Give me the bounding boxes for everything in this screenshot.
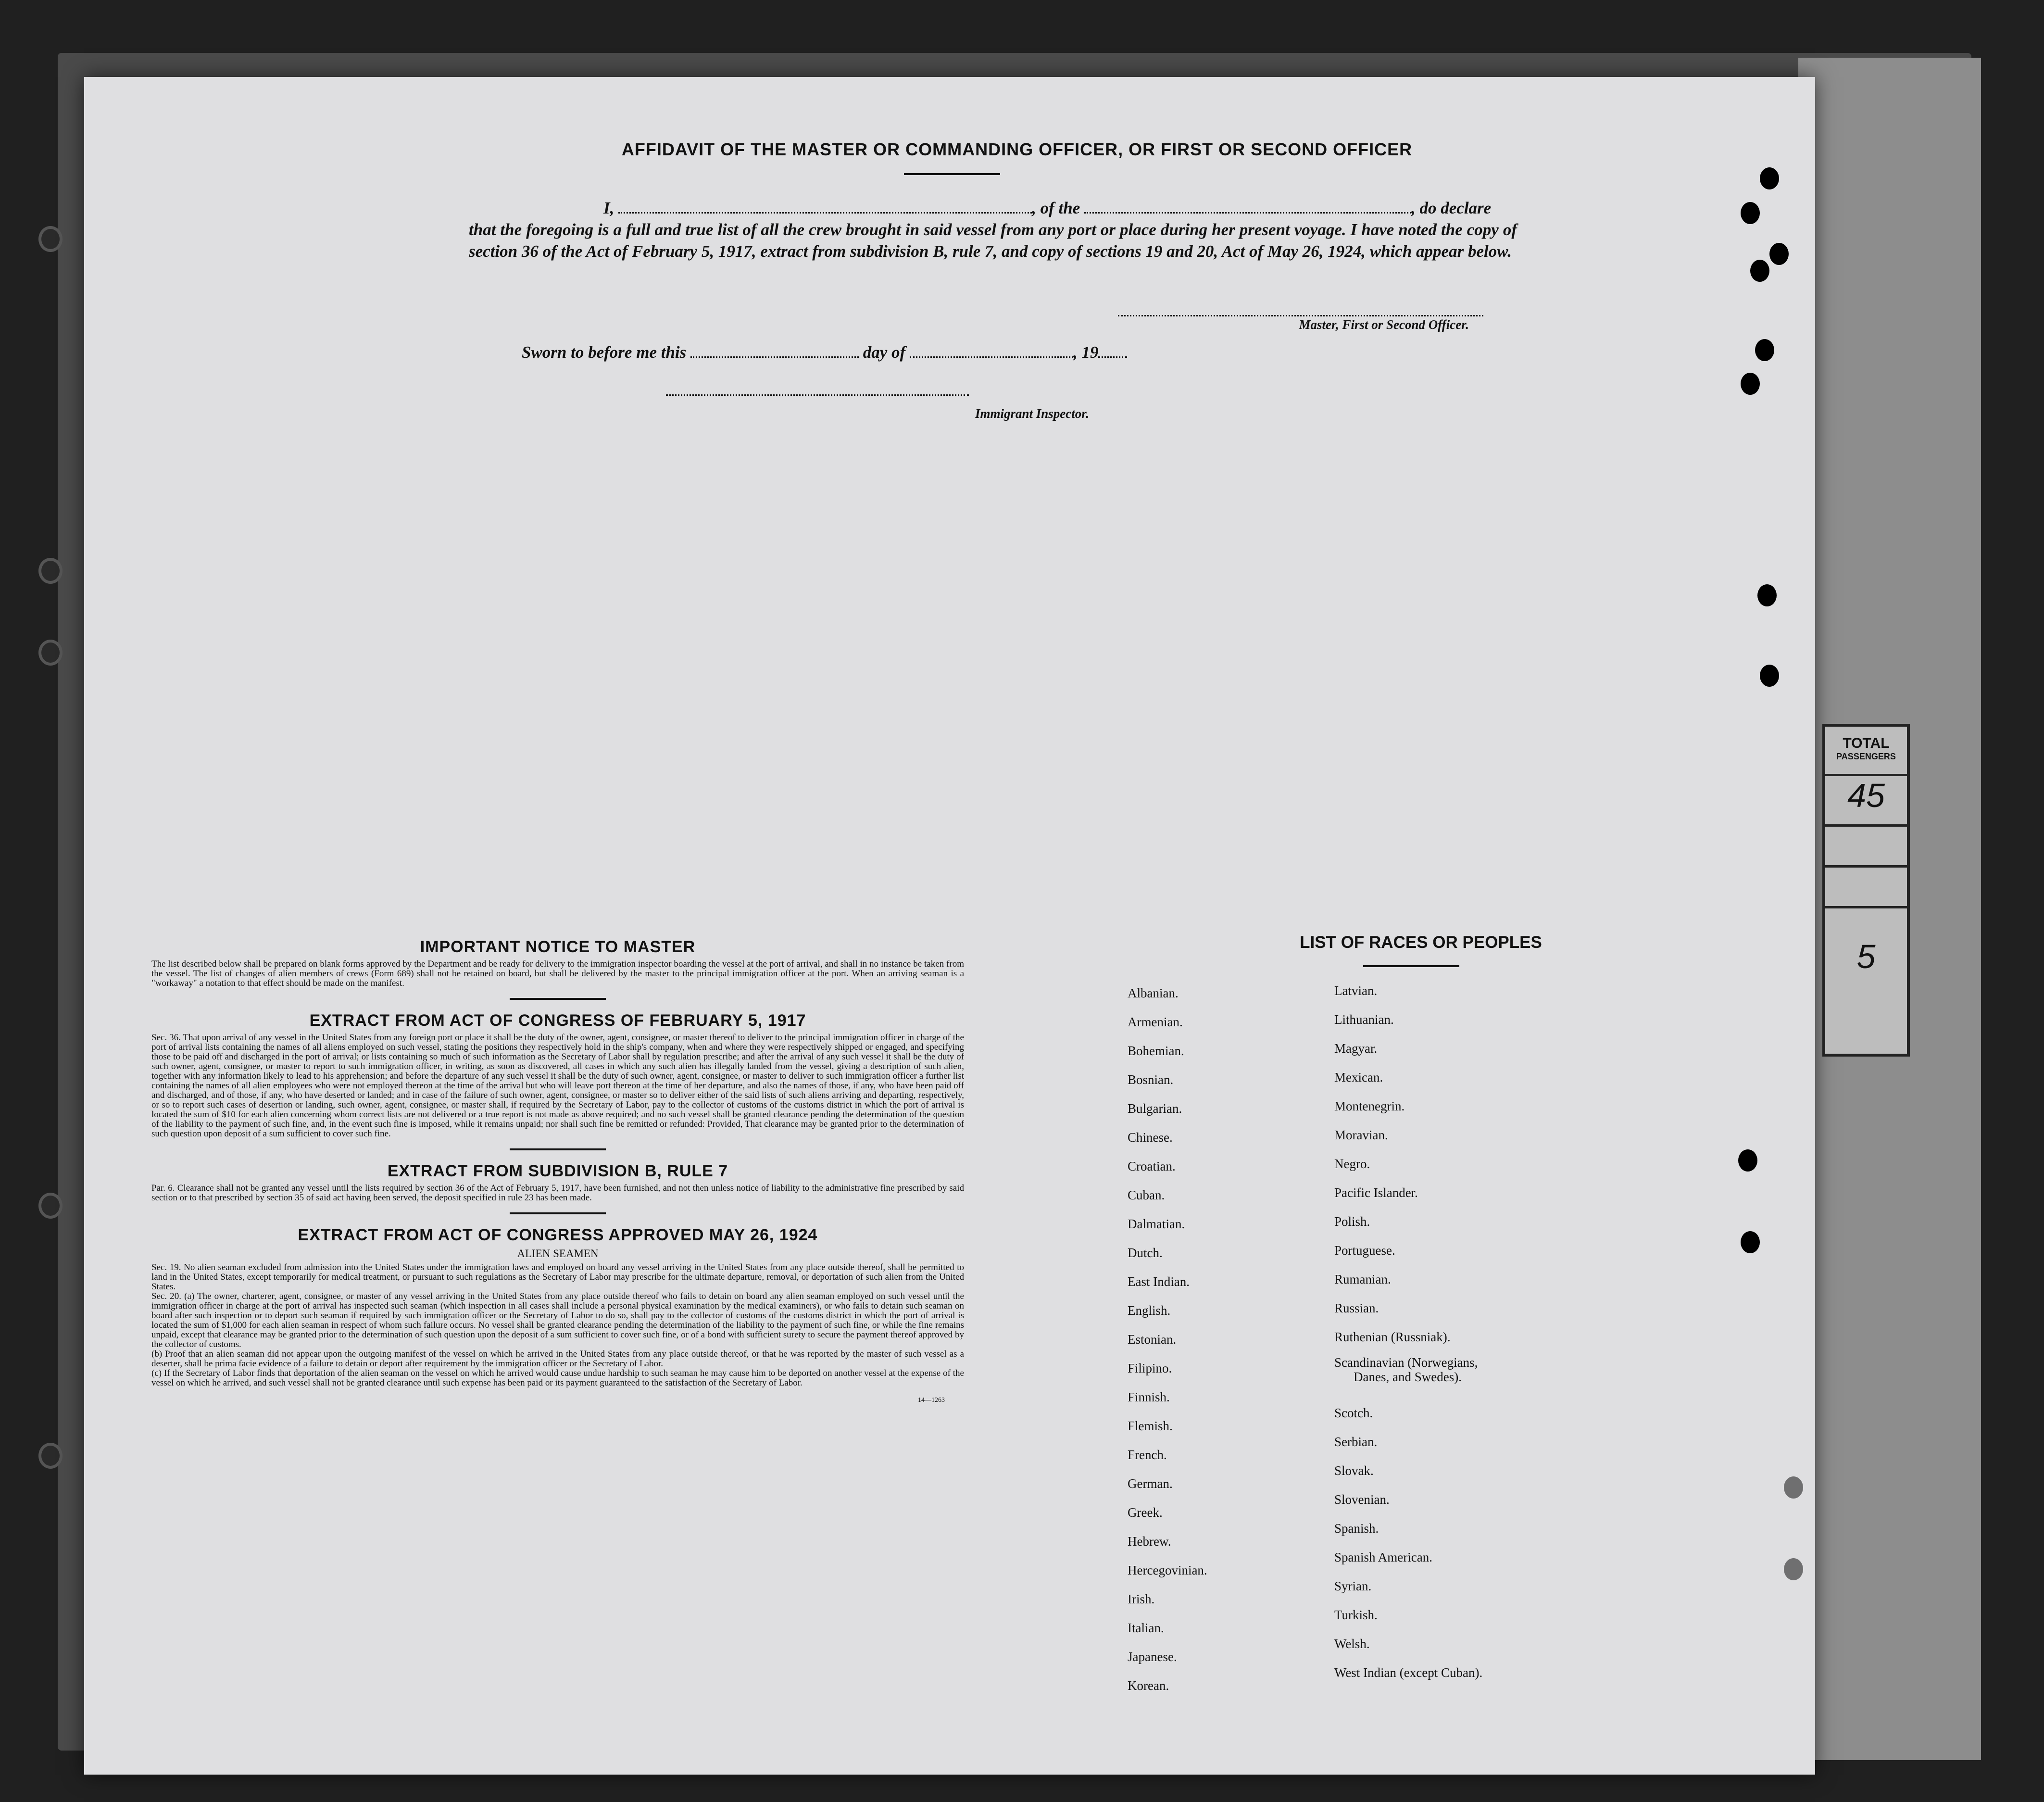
sworn-line — [522, 343, 1339, 362]
stamp-total-label: TOTAL — [1843, 735, 1890, 751]
binder-hole — [38, 640, 63, 666]
year-label: , 19 — [1073, 343, 1099, 362]
sworn-label: Sworn to before me this — [522, 343, 687, 362]
sec20b-text: (b) Proof that an alien seaman did not appear upon the outgoing manifest of the vessel on which he arrived in the United States from any place outside thereof, or that he was reported by the master of such vessel as a deserter, shall be prima facie evidence of a failure to detain or deport after requirement by the immigration officer or the Secretary of Labor. — [151, 1349, 964, 1369]
race-item: Flemish. — [1128, 1419, 1173, 1433]
race-item: Pacific Islander. — [1334, 1185, 1418, 1200]
race-item: Bohemian. — [1128, 1044, 1184, 1058]
affidavit-i: I, — [603, 199, 614, 217]
race-item: Spanish. — [1334, 1521, 1379, 1536]
punch-hole — [1757, 584, 1777, 606]
punch-hole — [1760, 665, 1779, 687]
race-item: Latvian. — [1334, 983, 1378, 998]
stamp-label — [1825, 727, 1907, 776]
notice-heading: IMPORTANT NOTICE TO MASTER — [420, 938, 696, 956]
race-item: Polish. — [1334, 1214, 1370, 1229]
race-item: Croatian. — [1128, 1159, 1176, 1173]
total-stamp — [1822, 724, 1910, 1057]
race-item: Chinese. — [1128, 1130, 1173, 1145]
extract-1917-heading: EXTRACT FROM ACT OF CONGRESS OF FEBRUARY 5, 1917 — [309, 1011, 806, 1030]
race-item: Italian. — [1128, 1621, 1164, 1635]
race-item: Scandinavian (Norwegians, — [1334, 1355, 1478, 1370]
races-left-column — [1128, 979, 1207, 1700]
race-item-scandinavian — [1334, 1351, 1482, 1399]
race-item: Serbian. — [1334, 1435, 1378, 1449]
rule7-heading: EXTRACT FROM SUBDIVISION B, RULE 7 — [387, 1162, 728, 1180]
binder-hole — [38, 1193, 63, 1219]
race-item: Hercegovinian. — [1128, 1563, 1207, 1577]
race-item: Negro. — [1334, 1157, 1370, 1171]
race-item: Turkish. — [1334, 1608, 1378, 1622]
race-item: Syrian. — [1334, 1579, 1372, 1593]
race-item: Filipino. — [1128, 1361, 1172, 1375]
sworn-year-blank[interactable] — [1098, 356, 1127, 358]
race-item: French. — [1128, 1448, 1167, 1462]
race-item: Japanese. — [1128, 1650, 1177, 1664]
stamp-row — [1825, 868, 1907, 908]
race-item: Armenian. — [1128, 1015, 1183, 1029]
punch-hole — [1784, 1476, 1803, 1499]
affidavit-body: that the foregoing is a full and true list of all the crew brought in said vessel from any port or place during her present voyage. I have noted the copy of section 36 of the Act of February 5, 1917, extract from subdivision B, rule 7, and copy of sections 19 and 20, Act of May 26, 1924, which appear below. — [469, 220, 1517, 261]
master-signature-line[interactable] — [1118, 315, 1483, 316]
binder-hole — [38, 1443, 63, 1469]
race-item: Spanish American. — [1334, 1550, 1432, 1564]
affidavit-line1 — [469, 197, 1517, 219]
race-item: Hebrew. — [1128, 1534, 1171, 1549]
race-item: Russian. — [1334, 1301, 1379, 1315]
inspector-label: Immigrant Inspector. — [975, 406, 1089, 421]
vessel-blank[interactable] — [1084, 212, 1411, 214]
stamp-passengers-label: PASSENGERS — [1836, 752, 1896, 761]
race-item: Dutch. — [1128, 1246, 1163, 1260]
race-item-continued: Danes, and Swedes). — [1354, 1370, 1462, 1384]
race-item: Cuban. — [1128, 1188, 1165, 1202]
stamp-value: 45 — [1825, 776, 1907, 827]
rule7-text: Par. 6. Clearance shall not be granted any vessel until the lists required by section 36 of the Act of February 5, 1917, have been furnished, and not then unless notice of liability to the administrative fine prescribed by said section or to that prescribed by section 35 of said act having been served, the deposit specified in rule 23 has been made. — [151, 1183, 964, 1203]
punch-hole — [1741, 373, 1760, 395]
race-item: West Indian (except Cuban). — [1334, 1665, 1483, 1680]
punch-hole — [1741, 1231, 1760, 1253]
race-item: Welsh. — [1334, 1637, 1370, 1651]
race-item: Greek. — [1128, 1505, 1163, 1520]
race-item: German. — [1128, 1476, 1173, 1491]
punch-hole — [1755, 339, 1774, 361]
race-item: Bosnian. — [1128, 1072, 1174, 1087]
extract-1917-text: Sec. 36. That upon arrival of any vessel in the United States from any foreign port or place it shall be the duty of the owner, agent, consignee, or master thereof to deliver to the principal immigration officer in charge of the port of arrival lists containing the names of all aliens employed on such vessel, stating the positions they respectively hold in the ship's company, when and where they were respectively shipped or engaged, and specifying those to be paid off and discharged in the port of arrival; or lists containing so much of such information as the Secretary of Labor shall by regulation prescribe; and after the arrival of any such vessel it shall be the duty of such owner, agent, consignee, or master to report to such immigration officer, in writing, as soon as discovered, all cases in which any such alien has illegally landed from the vessel, giving a description of such alien, together with any information likely to lead to his apprehension; and before the departure of any such vessel it shall be the duty of such owner, agent, consignee, or master to deliver to such immigration officer a further list containing the names of all alien employees who were not employed thereon at the time of the arrival but who will leave port thereon at the time of her departure, and also the names of those, if any, who have been paid off and discharged, and of those, if any, who have deserted or landed; and in case of the failure of such owner, agent, consignee, or master so to deliver either of the said lists of such aliens arriving and departing, respectively, or so to report such cases of desertion or landing, such owner, agent, consignee, or master shall, if required by the Secretary of Labor, pay to the collector of customs of the customs district in which the port of arrival is located the sum of $10 for each alien concerning whom correct lists are not delivered or a true report is not made as above required; and no such vessel shall be granted clearance pending the determination of the question of the liability to the payment of such fine, and, in the event such fine is imposed, while it remains unpaid; nor shall such fine be remitted or refunded: Provided, That clearance may be granted prior to the determination of such question upon deposit of a sum sufficient to cover such fine. — [151, 1033, 964, 1139]
divider — [510, 998, 606, 1000]
race-item: Bulgarian. — [1128, 1101, 1182, 1116]
race-item: Albanian. — [1128, 986, 1179, 1000]
alien-seamen-subheading: ALIEN SEAMEN — [517, 1248, 599, 1260]
races-rule — [1363, 965, 1459, 967]
race-item: Dalmatian. — [1128, 1217, 1185, 1231]
race-item: Moravian. — [1334, 1128, 1388, 1142]
race-item: Irish. — [1128, 1592, 1155, 1606]
binder-hole — [38, 558, 63, 584]
race-item: Estonian. — [1128, 1332, 1177, 1347]
race-item: Scotch. — [1334, 1406, 1373, 1420]
race-item: East Indian. — [1128, 1274, 1190, 1289]
title-rule — [904, 173, 1000, 175]
punch-hole — [1769, 243, 1789, 265]
race-item: Slovenian. — [1334, 1492, 1390, 1507]
races-right-column — [1334, 976, 1482, 1687]
of-the-label: , of the — [1032, 199, 1080, 217]
day-of-label: day of — [863, 343, 906, 362]
form-page — [84, 77, 1815, 1775]
notice-text: The list described below shall be prepared on blank forms approved by the Department and be ready for delivery to the immigration inspector boarding the vessel at the port of arrival, and shall in no instance be taken from the vessel. The list of changes of alien members of crews (Form 689) shall not be retained on board, but shall be delivered by the master to the principal immigration officer at the port. When an arriving seaman is a "workaway" a notation to that effect should be made on the manifest. — [151, 959, 964, 988]
extract-1924-heading: EXTRACT FROM ACT OF CONGRESS APPROVED MAY 26, 1924 — [298, 1226, 818, 1244]
sworn-day-blank[interactable] — [690, 356, 859, 358]
race-item: Magyar. — [1334, 1041, 1378, 1056]
race-item: Portuguese. — [1334, 1243, 1395, 1258]
punch-hole — [1738, 1149, 1757, 1172]
master-label: Master, First or Second Officer. — [1299, 317, 1469, 332]
race-item: Korean. — [1128, 1678, 1169, 1693]
races-title: LIST OF RACES OR PEOPLES — [1300, 933, 1542, 952]
affidavit-text — [469, 197, 1517, 262]
race-item: Slovak. — [1334, 1463, 1374, 1478]
binder-hole — [38, 226, 63, 252]
do-declare-label: , do declare — [1411, 199, 1492, 217]
punch-hole — [1750, 260, 1769, 282]
race-item: Rumanian. — [1334, 1272, 1391, 1286]
name-blank[interactable] — [618, 212, 1032, 214]
race-item: Montenegrin. — [1334, 1099, 1405, 1113]
form-number: 14—1263 — [918, 1397, 945, 1404]
legal-extracts — [151, 938, 964, 1404]
divider — [510, 1148, 606, 1150]
sworn-month-blank[interactable] — [910, 356, 1073, 358]
sec19-text: Sec. 19. No alien seaman excluded from admission into the United States under the immigration laws and employed on board any vessel arriving in the United States from any place outside thereof, shall be permitted to land in the United States, except temporarily for medical treatment, or pursuant to such regulations as the Secretary of Labor may prescribe for the ultimate departure, removal, or deportation of such alien from the United States. — [151, 1262, 964, 1292]
punch-hole — [1784, 1558, 1803, 1580]
inspector-signature-line[interactable] — [666, 394, 969, 396]
race-item: English. — [1128, 1303, 1171, 1318]
punch-hole — [1760, 167, 1779, 189]
stamp-row — [1825, 827, 1907, 868]
stamp-value: 5 — [1856, 938, 1876, 975]
punch-hole — [1741, 202, 1760, 224]
divider — [510, 1212, 606, 1214]
sec20c-text: (c) If the Secretary of Labor finds that deportation of the alien seaman on the vessel on which he arrived would cause undue hardship to such seaman he may cause him to be deported on another vessel at the expense of the vessel on which he arrived, and such vessel shall not be granted clearance until such expense has been paid or its payment guaranteed to the satisfaction of the Secretary of Labor. — [151, 1368, 964, 1388]
race-item: Mexican. — [1334, 1070, 1383, 1084]
affidavit-title: AFFIDAVIT OF THE MASTER OR COMMANDING OFFICER, OR FIRST OR SECOND OFFICER — [621, 139, 1413, 159]
race-item: Finnish. — [1128, 1390, 1170, 1404]
race-item: Ruthenian (Russniak). — [1334, 1330, 1451, 1344]
sec20a-text: Sec. 20. (a) The owner, charterer, agent, consignee, or master of any vessel arriving in the United States from any place outside thereof who fails to detain on board any alien seaman employed on such vessel until the immigration officer in charge at the port of arrival has inspected such seaman (which inspection in all cases shall include a personal physical examination by the medical examiners), or who fails to detain such seaman on board after such inspection or to deport such seaman if required by such immigration officer or the Secretary of Labor to do so, shall pay to the collector of customs of the customs district in which the port of arrival is located the sum of $1,000 for each alien seaman in respect of whom such failure occurs. No vessel shall be granted clearance pending the determination of the liability to the payment of such fine, or while the fine remains unpaid, except that clearance may be granted prior to the determination of such question upon the deposit of a sum sufficient to cover such fine, or of a bond with sufficient surety to secure the payment thereof approved by the collector of customs. — [151, 1291, 964, 1349]
race-item: Lithuanian. — [1334, 1012, 1394, 1027]
